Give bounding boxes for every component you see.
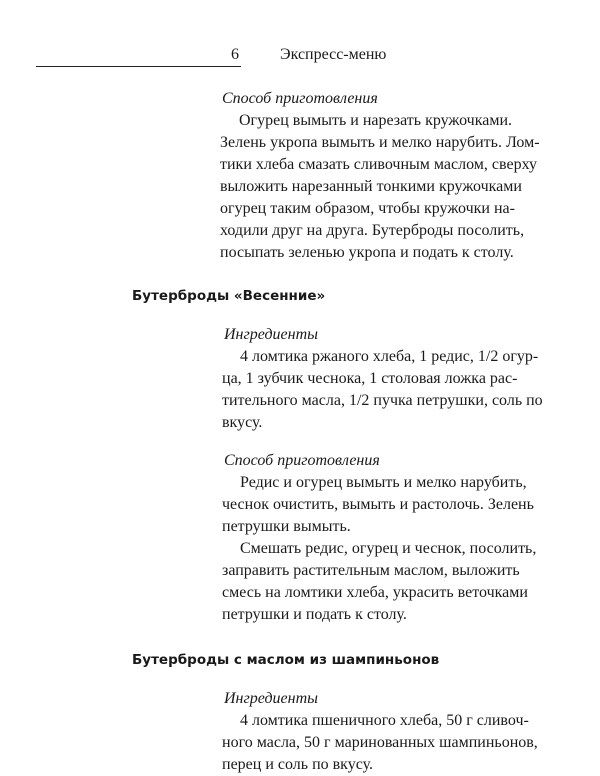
method-block-1 (130, 88, 540, 264)
text-line: 4 ломтика пшеничного хлеба, 50 г сливоч- (240, 712, 529, 729)
text-line: тительного масла, 1/2 пучка петрушки, соль по (222, 392, 543, 409)
text-line: посыпать зеленью укропа и подать к столу. (220, 244, 514, 261)
method-title: Способ приготовления (222, 90, 378, 107)
text-line: перец и соль по вкусу. (222, 756, 374, 773)
text-line: тики хлеба смазать сливочным маслом, сверху (220, 156, 537, 173)
ingredients-title: Ингредиенты (224, 690, 318, 707)
running-title: Экспресс-меню (280, 46, 387, 63)
text-line: огурец таким образом, чтобы кружочки на- (220, 200, 515, 217)
page-header (36, 46, 566, 68)
text-line: ца, 1 зубчик чеснока, 1 столовая ложка рас- (222, 370, 518, 387)
header-rule (36, 66, 241, 67)
text-line (240, 346, 539, 368)
text-line: Смешать редис, огурец и чеснок, посолить, (240, 540, 537, 557)
ingredients-block-2 (132, 324, 543, 434)
text-line: ного масла, 50 г маринованных шампиньонов, (222, 734, 538, 751)
text-line: ходили друг на друга. Бутерброды посолить, (220, 222, 525, 239)
ingredients-title: Ингредиенты (224, 326, 318, 343)
ingredients-line: 4 ломтика ржаного хлеба, 1 редис, 1/2 огур- (240, 348, 539, 365)
text-line: выложить нарезанный тонкими кружочками (220, 178, 522, 195)
page-content (132, 88, 543, 776)
text-line: вкусу. (222, 414, 263, 431)
text-line: петрушки и подать к столу. (222, 606, 407, 623)
section-title-vesennie: Бутерброды «Весенние» (132, 288, 326, 304)
page-number: 6 (231, 46, 239, 63)
section-title-shampinony: Бутерброды с маслом из шампиньонов (132, 652, 440, 668)
text-line: Огурец вымыть и нарезать кружочками. (239, 112, 513, 129)
ingredients-block-3 (132, 688, 538, 776)
text-line: Зелень укропа вымыть и мелко нарубить. Лом- (220, 134, 540, 151)
method-title: Способ приготовления (224, 452, 380, 469)
text-line: чеснок очистить, вымыть и растолочь. Зелень (222, 496, 534, 513)
text-line: смесь на ломтики хлеба, украсить веточками (222, 584, 528, 601)
text-line: петрушки вымыть. (222, 518, 351, 535)
text-line: Редис и огурец вымыть и мелко нарубить, (240, 474, 527, 491)
method-block-2 (132, 450, 537, 626)
text-line: заправить растительным маслом, выложить (222, 562, 520, 579)
